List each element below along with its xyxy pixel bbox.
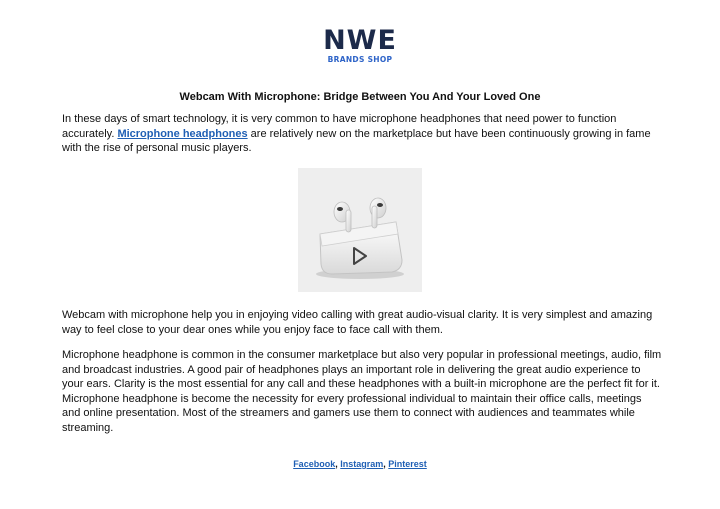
- social-separator: ,: [383, 459, 386, 469]
- logo-wordmark: NWE: [323, 25, 397, 56]
- microphone-headphones-link[interactable]: Microphone headphones: [117, 127, 248, 140]
- instagram-link[interactable]: Instagram: [340, 459, 384, 469]
- facebook-link[interactable]: Facebook: [293, 459, 336, 469]
- intro-paragraph: [62, 112, 662, 156]
- social-separator: ,: [335, 459, 338, 469]
- headphone-paragraph: Microphone headphone is common in the consumer marketplace but also very popular in professional meetings, audio, film and broadcast industries. A good pair of headphones plays an important role in delivering the great audio experience to your ears. Clarity is the most essential for any call and these headphones with a built-in microphone are the perfect fit for it. Microphone headphone is become the necessity for every professional individual to maintain their office calls, meetings and online presentation. Most of the streamers and gamers use them to connect with audiences and teammates while streaming.: [62, 349, 662, 434]
- intro-text-end: are relatively new on the marketplace but have been continuously growing in fame with the rise of personal music players.: [62, 127, 651, 155]
- webcam-paragraph: Webcam with microphone help you in enjoying video calling with great audio-visual clarity. It is very simplest and amazing way to feel close to your dear ones while you enjoy face to face call with them.: [62, 309, 653, 336]
- article-title: Webcam With Microphone: Bridge Between You And Your Loved One: [179, 91, 541, 103]
- product-image: [298, 168, 422, 292]
- pinterest-link[interactable]: Pinterest: [388, 459, 427, 469]
- logo-tagline: BRANDS SHOP: [327, 55, 393, 64]
- brand-logo: [0, 27, 720, 64]
- earbuds-case-illustration: [298, 168, 422, 292]
- intro-text-start: In these days of smart technology, it is very common to have microphone headphones that need power to function accurately.: [62, 113, 617, 140]
- social-links: [0, 459, 720, 469]
